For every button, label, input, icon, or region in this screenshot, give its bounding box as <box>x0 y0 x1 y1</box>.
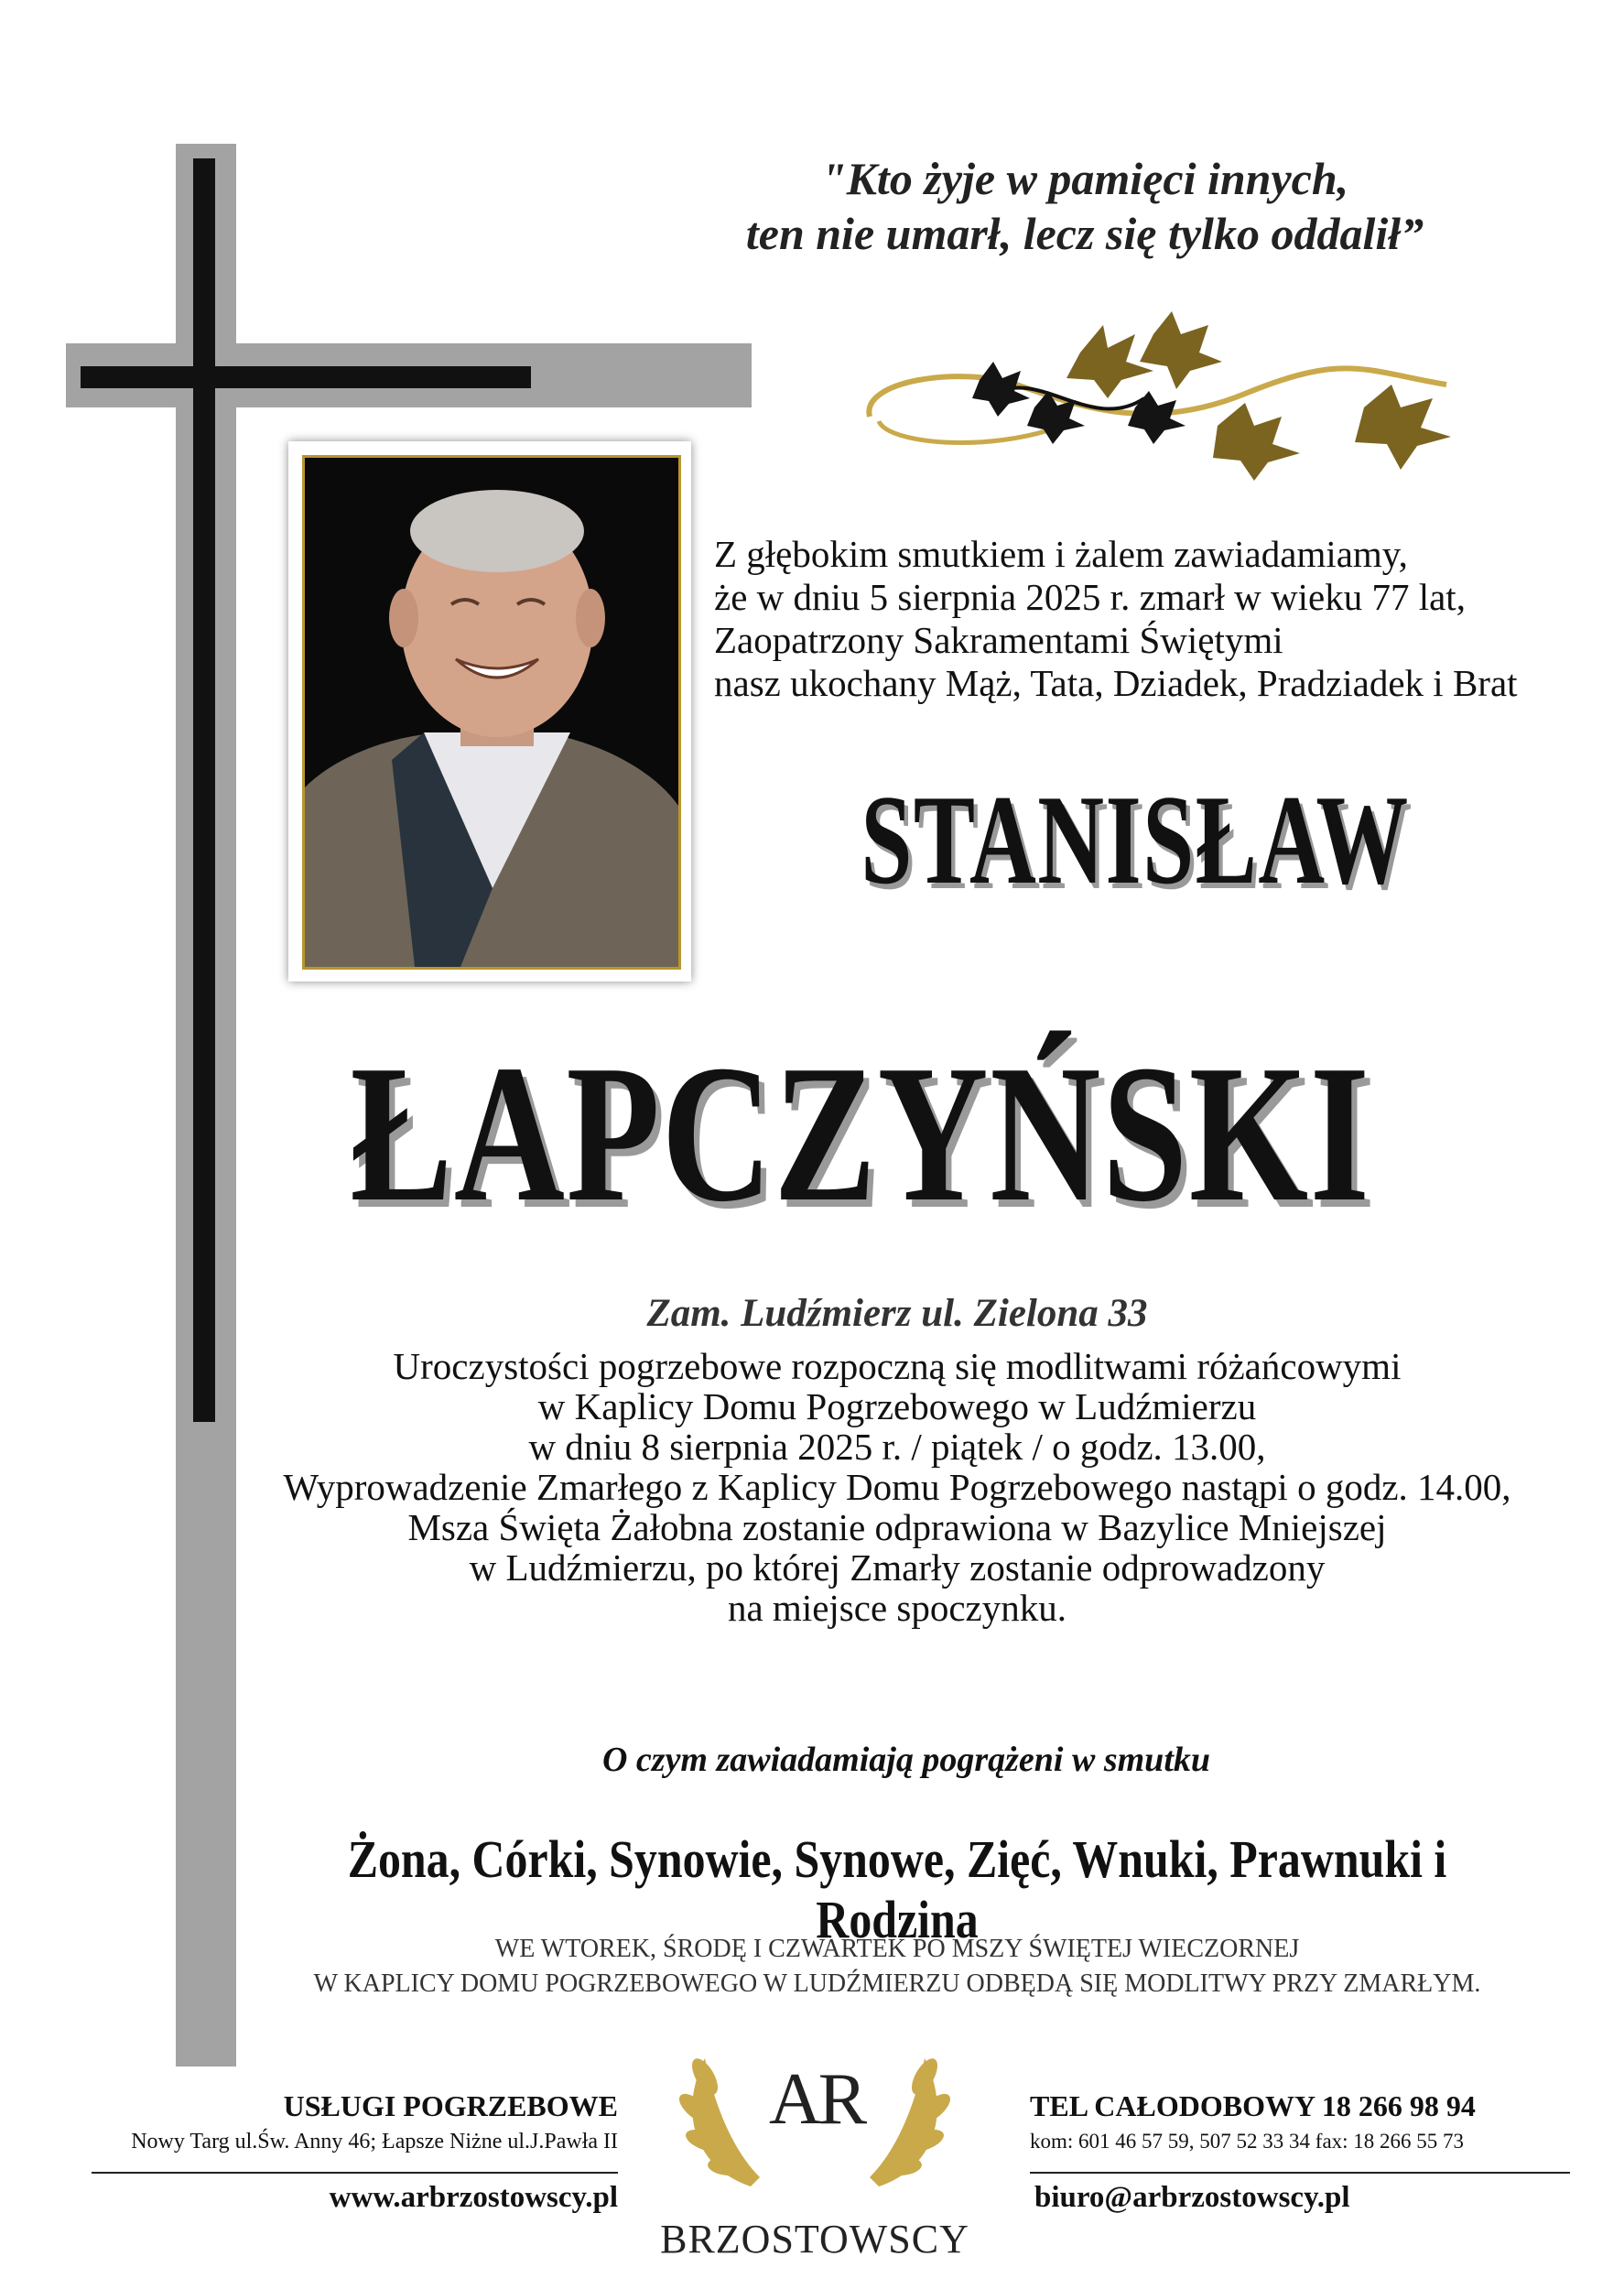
services-address: Nowy Targ ul.Św. Anny 46; Łapsze Niżne ul.J.Pawła II <box>131 2130 618 2153</box>
ceremony-line: Wyprowadzenie Zmarłego z Kaplicy Domu Pogrzebowego nastąpi o godz. 14.00, <box>283 1466 1511 1508</box>
website-link[interactable]: www.arbrzostowscy.pl <box>329 2181 618 2214</box>
mourners-notice: O czym zawiadamiają pogrążeni w smutku <box>601 1741 1211 1779</box>
ceremony-line: w Kaplicy Domu Pogrzebowego w Ludźmierzu <box>537 1385 1257 1427</box>
intro-line-3: Zaopatrzony Sakramentami Świętymi <box>714 619 1283 661</box>
phone-number: TEL CAŁODOBOWY 18 266 98 94 <box>1030 2089 1476 2122</box>
portrait-photo <box>302 455 681 970</box>
memorial-quote <box>586 151 1584 261</box>
leaf-ornament-icon <box>851 307 1492 499</box>
portrait-figure-icon <box>305 458 678 967</box>
mourners-family: Żona, Córki, Synowie, Synowe, Zięć, Wnuki, Prawnuki i Rodzina <box>347 1829 1447 1949</box>
ceremony-line: w Ludźmierzu, po której Zmarły zostanie odprowadzony <box>469 1546 1326 1589</box>
deceased-first-name: STANISŁAW <box>861 769 1410 911</box>
cross-horizontal-bar <box>81 366 531 388</box>
footer-divider-right <box>1030 2172 1570 2174</box>
prayer-notice <box>238 1932 1556 2002</box>
announcement-intro <box>714 533 1538 705</box>
cross-vertical-bar <box>193 158 215 1422</box>
ceremony-line: Msza Święta Żałobna zostanie odprawiona w Bazylice Mniejszej <box>407 1506 1387 1548</box>
services-title: USŁUGI POGRZEBOWE <box>283 2089 618 2122</box>
mobile-fax-numbers: kom: 601 46 57 59, 507 52 33 34 fax: 18 266 55 73 <box>1030 2130 1465 2153</box>
prayer-line-2: W KAPLICY DOMU POGRZEBOWEGO W LUDŹMIERZU ODBĘDĄ SIĘ MODLITWY PRZY ZMARŁYM. <box>313 1969 1481 1998</box>
logo-initials: AR <box>769 2059 864 2140</box>
company-logo <box>641 2031 989 2214</box>
deceased-last-name: ŁAPCZYŃSKI <box>350 1024 1371 1242</box>
footer-divider-left <box>92 2172 618 2174</box>
ceremony-line: Uroczystości pogrzebowe rozpoczną się modlitwami różańcowymi <box>393 1345 1402 1387</box>
ceremony-line: w dniu 8 sierpnia 2025 r. / piątek / o godz. 13.00, <box>528 1426 1266 1468</box>
email-link[interactable]: biuro@arbrzostowscy.pl <box>1034 2181 1350 2214</box>
intro-line-4: nasz ukochany Mąż, Tata, Dziadek, Pradziadek i Brat <box>714 662 1518 704</box>
logo-company-name: BRZOSTOWSCY <box>660 2217 969 2262</box>
prayer-line-1: WE WTOREK, ŚRODĘ I CZWARTEK PO MSZY ŚWIĘTEJ WIECZORNEJ <box>494 1935 1300 1963</box>
ceremony-line: na miejsce spoczynku. <box>727 1587 1067 1629</box>
portrait-frame <box>288 441 691 982</box>
ceremony-details <box>238 1346 1556 1628</box>
deceased-address: Zam. Ludźmierz ul. Zielona 33 <box>646 1292 1148 1335</box>
quote-line-2: ten nie umarł, lecz się tylko oddalił” <box>745 208 1424 259</box>
quote-line-1: "Kto żyje w pamięci innych, <box>820 153 1349 204</box>
intro-line-1: Z głębokim smutkiem i żalem zawiadamiamy, <box>714 533 1408 575</box>
intro-line-2: że w dniu 5 sierpnia 2025 r. zmarł w wieku 77 lat, <box>714 576 1466 618</box>
